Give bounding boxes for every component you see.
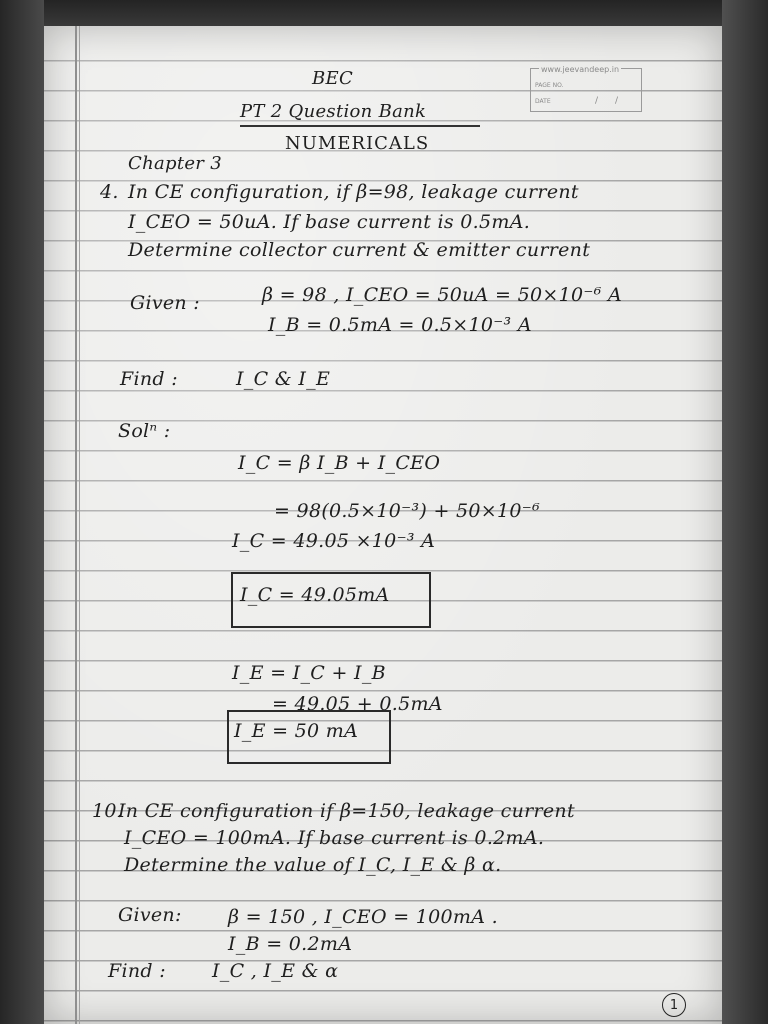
question-10-line-2: I_CEO = 100mA. If base current is 0.2mA. [124,827,545,849]
q4-given-2: I_B = 0.5mA = 0.5×10⁻³ A [268,314,532,336]
q4-step-4: I_E = I_C + I_B [232,662,386,684]
stamp-date-sep: / [595,96,599,106]
q4-step-2: = 98(0.5×10⁻³) + 50×10⁻⁶ [274,500,541,522]
desk-background-left [0,0,44,1024]
question-10-line-3: Determine the value of I_C, I_E & β α. [124,854,502,876]
section-heading: NUMERICALS [285,133,430,154]
q4-solution-label: Solⁿ : [118,420,171,442]
page-title: PT 2 Question Bank [240,101,427,122]
question-10-line-1: In CE configuration if β=150, leakage current [118,800,575,822]
q4-find: I_C & I_E [236,368,331,390]
q4-step-5: = 49.05 + 0.5mA [272,693,443,715]
q10-given-1: β = 150 , I_CEO = 100mA . [228,906,498,928]
question-4-line-3: Determine collector current & emitter current [128,239,591,261]
question-10-number: 10. [92,800,124,822]
q4-result-1: I_C = 49.05mA [240,584,390,606]
q10-find-label: Find : [108,960,166,982]
page-date-stamp [530,65,642,112]
q4-given-label: Given : [130,292,201,314]
stamp-page-no-label: PAGE NO. [535,82,564,89]
page-number: 1 [662,993,686,1017]
stamp-site: www.jeevandeep.in [541,65,620,74]
stamp-date-label: DATE [535,98,551,105]
q10-given-2: I_B = 0.2mA [228,933,353,955]
stamp-date-sep-2: / [615,96,619,106]
question-4-line-2: I_CEO = 50uA. If base current is 0.5mA. [128,211,531,233]
q10-find: I_C , I_E & α [212,960,339,982]
title-underline [240,125,480,127]
q4-result-2: I_E = 50 mA [234,720,359,742]
q4-step-1: I_C = β I_B + I_CEO [238,452,441,474]
q10-given-label: Given: [118,904,182,926]
margin-line [75,26,77,1024]
q4-given-1: β = 98 , I_CEO = 50uA = 50×10⁻⁶ A [262,284,622,306]
question-4-number: 4. [100,181,119,203]
margin-line-inner [79,26,80,1024]
desk-background-right [722,0,768,1024]
subject-heading: BEC [312,68,354,89]
q4-find-label: Find : [120,368,178,390]
q4-step-3: I_C = 49.05 ×10⁻³ A [232,530,436,552]
chapter-label: Chapter 3 [128,153,222,174]
question-4-line-1: In CE configuration, if β=98, leakage current [128,181,579,203]
